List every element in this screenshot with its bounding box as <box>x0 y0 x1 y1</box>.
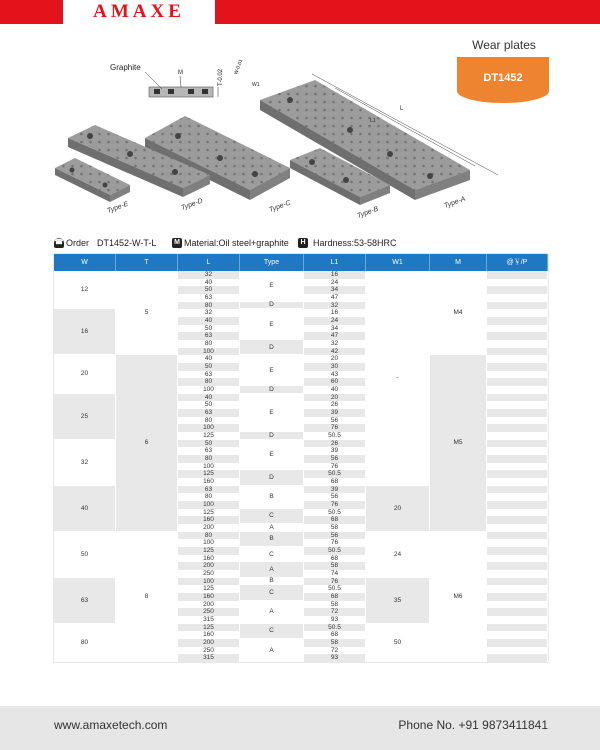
cell-l1: 76 <box>330 539 339 547</box>
cell-l: 200 <box>203 524 214 531</box>
logo-text: AMAXE <box>93 1 185 22</box>
merged-cell: B <box>240 532 303 547</box>
cell-l1: 16 <box>330 271 339 278</box>
product-code: DT1452 <box>483 72 523 84</box>
merged-cell: E <box>240 309 303 340</box>
cell-l1: 32 <box>330 340 339 347</box>
cell-l1: 58 <box>330 562 339 570</box>
cell-l1: 32 <box>330 301 339 309</box>
cell-l1: 56 <box>330 493 339 501</box>
cell-l1: 93 <box>330 654 339 662</box>
column-header: L <box>178 254 240 271</box>
cell-l: 200 <box>203 562 214 570</box>
column-header: M <box>430 254 487 271</box>
cell-l: 63 <box>204 409 213 416</box>
cell-l: 80 <box>204 493 213 501</box>
cell-l1: 16 <box>330 309 339 317</box>
merged-cell: 12 <box>54 271 115 309</box>
cell-l: 63 <box>204 485 213 493</box>
column-header: T <box>116 254 178 271</box>
cell-l: 80 <box>204 301 213 309</box>
website-link[interactable]: www.amaxetech.com <box>54 718 168 732</box>
hardness-spec <box>298 238 397 248</box>
wear-plate-drawing <box>50 50 510 230</box>
merged-cell: 32 <box>54 440 115 486</box>
cell-l: 160 <box>203 478 214 485</box>
merged-cell: M5 <box>430 355 486 531</box>
merged-cell: M6 <box>430 532 486 662</box>
merged-cell: D <box>240 470 303 485</box>
merged-cell: D <box>240 432 303 440</box>
merged-cell: M4 <box>430 271 486 355</box>
cell-l1: 39 <box>330 409 339 416</box>
merged-cell: B <box>240 578 303 586</box>
merged-cell: 63 <box>54 578 115 624</box>
spec-row <box>54 238 554 252</box>
label-type-b: Type-B <box>356 205 380 220</box>
merged-cell: 25 <box>54 394 115 440</box>
cell-l1: 74 <box>330 570 339 577</box>
cell-l1: 30 <box>330 363 339 370</box>
cell-l: 100 <box>203 462 214 470</box>
cell-l1: 68 <box>330 631 339 639</box>
spec-table <box>53 253 549 663</box>
label-type-d: Type-D <box>180 197 204 212</box>
cell-l: 50 <box>204 401 213 409</box>
cell-l: 50 <box>204 363 213 370</box>
cell-l: 50 <box>204 439 213 447</box>
merged-cell: E <box>240 440 303 471</box>
merged-cell: 35 <box>366 578 429 624</box>
table-header <box>54 254 548 271</box>
cell-l1: 50.5 <box>328 432 341 439</box>
column-header: W1 <box>366 254 430 271</box>
cell-l1: 47 <box>330 294 339 301</box>
order-spec <box>54 238 156 248</box>
cell-l: 315 <box>203 654 214 662</box>
cell-l1: 50.5 <box>328 470 341 478</box>
cell-l1: 47 <box>330 332 339 340</box>
cell-l1: 76 <box>330 501 339 508</box>
merged-cell: 5 <box>116 271 177 355</box>
merged-cell: A <box>240 601 303 624</box>
cell-l: 63 <box>204 294 213 301</box>
cell-l: 63 <box>204 370 213 378</box>
cell-l: 250 <box>203 570 214 577</box>
cell-l1: 76 <box>330 462 339 470</box>
cell-l1: 24 <box>330 317 339 324</box>
cell-l: 160 <box>203 554 214 562</box>
logo <box>63 0 215 24</box>
cell-l1: 68 <box>330 554 339 562</box>
label-w: W-0.01 <box>233 58 245 76</box>
cell-l: 100 <box>203 501 214 508</box>
cell-l1: 40 <box>330 386 339 393</box>
cell-l: 100 <box>203 347 214 355</box>
label-type-a: Type-A <box>443 195 467 210</box>
section-title: Wear plates <box>472 38 536 52</box>
label-l1: L1 <box>370 118 376 124</box>
phone-icon: ☎ <box>54 239 64 246</box>
cell-l: 80 <box>204 531 213 539</box>
merged-cell: 40 <box>54 486 115 532</box>
label-t: T-0.02 <box>218 68 224 86</box>
merged-cell: B <box>240 486 303 509</box>
merged-cell: - <box>366 271 429 486</box>
column-header: Type <box>240 254 304 271</box>
cell-l: 160 <box>203 516 214 524</box>
column-header: W <box>54 254 116 271</box>
cell-l: 200 <box>203 639 214 646</box>
footer <box>0 706 600 750</box>
cell-l: 32 <box>204 309 213 317</box>
table-body <box>54 271 548 662</box>
cell-l: 100 <box>203 386 214 393</box>
cell-l: 80 <box>204 416 213 424</box>
cross-section-diagram <box>110 63 224 97</box>
cell-l1: 56 <box>330 531 339 539</box>
phone-number: Phone No. +91 9873411841 <box>398 718 548 732</box>
merged-cell: D <box>240 340 303 355</box>
order-value: DT1452-W-T-L <box>97 238 157 248</box>
merged-cell: 16 <box>54 309 115 355</box>
cell-l1: 39 <box>330 485 339 493</box>
cell-l1: 50.5 <box>328 508 341 516</box>
cell-l: 80 <box>204 340 213 347</box>
cell-l: 100 <box>203 577 214 585</box>
cell-l1: 68 <box>330 516 339 524</box>
cell-l1: 50.5 <box>328 585 341 593</box>
cell-l: 40 <box>204 355 213 363</box>
label-graphite: Graphite <box>110 63 141 72</box>
merged-cell: 8 <box>116 532 177 662</box>
cell-l: 50 <box>204 324 213 332</box>
merged-cell: E <box>240 394 303 432</box>
cell-l1: 50.5 <box>328 547 341 554</box>
column-header: @￥/P <box>487 254 548 271</box>
cell-l: 125 <box>203 470 214 478</box>
column-header: L1 <box>304 254 366 271</box>
merged-cell: C <box>240 509 303 524</box>
column-divider <box>486 271 487 662</box>
cell-l1: 39 <box>330 447 339 455</box>
merged-cell: A <box>240 639 303 662</box>
column-divider <box>547 271 548 662</box>
merged-cell: A <box>240 562 303 577</box>
cell-l1: 26 <box>330 401 339 409</box>
label-m: M <box>178 70 183 76</box>
cell-l: 315 <box>203 616 214 623</box>
merged-cell: 24 <box>366 532 429 578</box>
merged-cell: 80 <box>54 624 115 662</box>
cell-l: 80 <box>204 455 213 462</box>
merged-cell: C <box>240 624 303 639</box>
merged-cell: 50 <box>366 624 429 662</box>
cell-l1: 60 <box>330 378 339 386</box>
merged-cell: 50 <box>54 532 115 578</box>
cell-l: 125 <box>203 508 214 516</box>
cell-l1: 93 <box>330 616 339 623</box>
cell-l1: 56 <box>330 455 339 462</box>
cell-l: 100 <box>203 424 214 432</box>
cell-l1: 68 <box>330 478 339 485</box>
cell-l: 40 <box>204 278 213 286</box>
material-text: Material:Oil steel+graphite <box>184 238 289 248</box>
cell-l: 63 <box>204 447 213 455</box>
merged-cell: C <box>240 585 303 600</box>
cell-l: 63 <box>204 332 213 340</box>
cell-l1: 58 <box>330 600 339 608</box>
header-bar <box>0 0 600 24</box>
cell-l1: 76 <box>330 424 339 432</box>
cell-l: 200 <box>203 600 214 608</box>
cell-l: 250 <box>203 646 214 654</box>
merged-cell: C <box>240 547 303 562</box>
cell-l1: 24 <box>330 278 339 286</box>
order-label: Order <box>66 238 90 248</box>
merged-cell: D <box>240 386 303 394</box>
label-type-c: Type-C <box>268 199 292 214</box>
cell-l1: 26 <box>330 439 339 447</box>
hardness-text: Hardness:53-58HRC <box>313 238 397 248</box>
cell-l: 250 <box>203 608 214 616</box>
label-l: L <box>400 106 404 112</box>
cell-l: 125 <box>203 585 214 593</box>
cell-l1: 20 <box>330 355 339 363</box>
merged-cell: 20 <box>54 355 115 393</box>
cell-l1: 72 <box>330 646 339 654</box>
cell-l1: 20 <box>330 393 339 401</box>
cell-l: 100 <box>203 539 214 547</box>
cell-l1: 76 <box>330 577 339 585</box>
label-w1: W1 <box>252 82 260 88</box>
material-icon: M <box>172 238 182 248</box>
cell-l: 125 <box>203 547 214 554</box>
cell-l: 50 <box>204 286 213 294</box>
cell-l: 125 <box>203 623 214 631</box>
merged-cell: E <box>240 271 303 302</box>
label-type-e: Type-E <box>106 200 130 215</box>
cell-l: 40 <box>204 317 213 324</box>
cell-l: 80 <box>204 378 213 386</box>
cell-l1: 42 <box>330 347 339 355</box>
merged-cell: D <box>240 302 303 310</box>
merged-cell: A <box>240 524 303 532</box>
cell-l: 125 <box>203 432 214 439</box>
cell-l1: 43 <box>330 370 339 378</box>
cell-l1: 58 <box>330 639 339 646</box>
cell-l1: 50.5 <box>328 623 341 631</box>
cell-l: 32 <box>204 271 213 278</box>
material-spec <box>172 238 289 248</box>
cell-l1: 56 <box>330 416 339 424</box>
cell-l: 160 <box>203 593 214 600</box>
merged-cell: E <box>240 355 303 386</box>
cell-l1: 34 <box>330 324 339 332</box>
merged-cell: 20 <box>366 486 429 532</box>
merged-cell: 6 <box>116 355 177 531</box>
cell-l: 160 <box>203 631 214 639</box>
cell-l1: 34 <box>330 286 339 294</box>
cell-l1: 68 <box>330 593 339 600</box>
cell-l: 40 <box>204 393 213 401</box>
hardness-icon: H <box>298 238 308 248</box>
cell-l1: 58 <box>330 524 339 531</box>
cell-l1: 72 <box>330 608 339 616</box>
